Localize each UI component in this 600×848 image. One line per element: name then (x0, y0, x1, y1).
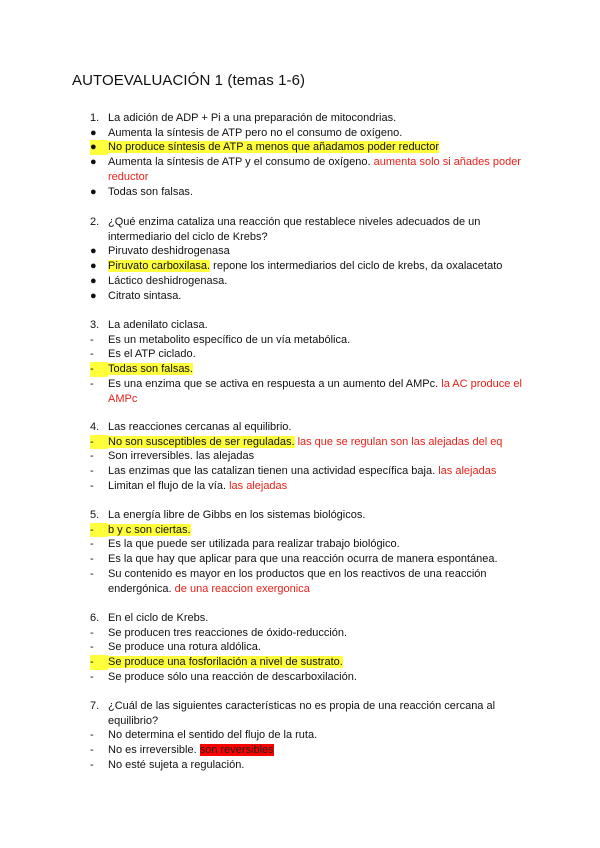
highlighted-answer: Todas son falsas. (108, 363, 193, 376)
question-text: ¿Cuál de las siguientes características no es propia de una reacción cercana al equilibrio? (108, 700, 496, 727)
list-item: - Limitan el flujo de la vía. las alejadas (90, 479, 288, 492)
question-7 (90, 699, 540, 773)
bullet-marker: ● (90, 289, 97, 302)
dash-marker: - (90, 465, 94, 478)
question-number: 1. (90, 112, 100, 124)
question-number: 3. (90, 319, 100, 331)
list-item (90, 655, 540, 670)
annotation-note: repone los intermediarios del ciclo de krebs, da oxalacetato (213, 260, 503, 273)
page-title: AUTOEVALUACIÓN 1 (temas 1-6) (72, 72, 306, 89)
question-2 (90, 215, 540, 303)
list-item (90, 435, 540, 450)
dash-marker: - (90, 435, 108, 450)
highlighted-answer: No son susceptibles de ser reguladas. (108, 435, 295, 448)
question-text: La adenilato ciclasa. (108, 319, 208, 331)
highlighted-answer: Se produce una fosforilación a nivel de sustrato. (108, 656, 343, 669)
list-item: - Es la que puede ser utilizada para realizar trabajo biológico. (90, 538, 400, 551)
list-item (90, 523, 540, 538)
dash-marker: - (90, 655, 108, 670)
list-item: - Es un metabolito específico de un vía metabólica. (90, 333, 351, 346)
question-3 (90, 318, 540, 406)
annotation-note: las que se regulan son las alejadas del eq (297, 435, 503, 448)
highlighted-answer: Piruvato carboxilasa. (108, 260, 211, 273)
list-item: - Es una enzima que se activa en respuesta a un aumento del AMPc. la AC produce el AMPc (90, 377, 522, 405)
dash-marker: - (90, 523, 108, 538)
question-6 (90, 611, 540, 685)
annotation-note: las alejadas (229, 479, 288, 492)
dash-marker: - (90, 377, 94, 390)
list-item: - Se produce una rotura aldólica. (90, 641, 261, 654)
question-number: 5. (90, 509, 100, 521)
annotation-note: de una reaccion exergonica (174, 582, 310, 595)
list-item: ● Aumenta la síntesis de ATP y el consumo de oxígeno. aumenta solo si añades poder reductor (90, 156, 521, 183)
dash-marker: - (90, 553, 94, 566)
list-item: ● Piruvato deshidrogenasa (90, 245, 230, 258)
bullet-marker: ● (90, 245, 97, 258)
dash-marker: - (90, 333, 94, 346)
question-5 (90, 508, 540, 596)
question-text: En el ciclo de Krebs. (108, 612, 209, 624)
question-4 (90, 420, 540, 494)
list-item: - Su contenido es mayor en los productos que en los reactivos de una reacción endergónica. de una reaccion exergonica (90, 567, 487, 595)
list-item (90, 259, 540, 274)
list-item: ● Todas son falsas. (90, 185, 193, 198)
annotation-note: aumenta solo si añades poder reductor (108, 156, 521, 183)
list-item: ● Láctico deshidrogenasa. (90, 274, 228, 287)
dash-marker: - (90, 538, 94, 551)
question-number: 4. (90, 421, 100, 433)
question-number: 6. (90, 612, 100, 624)
question-text: ¿Qué enzima cataliza una reacción que restablece niveles adecuados de un intermediario del ciclo de Krebs? (108, 216, 481, 243)
bullet-marker: ● (90, 126, 97, 139)
bullet-marker: ● (90, 156, 97, 169)
bullet-marker: ● (90, 185, 97, 198)
question-text: La energía libre de Gibbs en los sistemas biológicos. (108, 509, 366, 521)
dash-marker: - (90, 348, 94, 361)
list-item: ● Aumenta la síntesis de ATP pero no el consumo de oxígeno. (90, 126, 403, 139)
question-text: Las reacciones cercanas al equilibrio. (108, 421, 292, 433)
list-item: - Son irreversibles. las alejadas (90, 450, 255, 463)
dash-marker: - (90, 729, 94, 742)
list-item: - Es el ATP ciclado. (90, 348, 196, 361)
bullet-marker: ● (90, 140, 108, 155)
list-item: - Es la que hay que aplicar para que una reacción ocurra de manera espontánea. (90, 553, 498, 566)
dash-marker: - (90, 567, 94, 580)
highlighted-answer: No produce síntesis de ATP a menos que añadamos poder reductor (108, 141, 440, 154)
annotation-note: las alejadas (438, 465, 497, 478)
bullet-marker: ● (90, 274, 97, 287)
list-item (90, 362, 540, 377)
list-item: ● Citrato sintasa. (90, 289, 182, 302)
dash-marker: - (90, 641, 94, 654)
dash-marker: - (90, 744, 94, 757)
list-item: - No esté sujeta a regulación. (90, 758, 245, 771)
dash-marker: - (90, 479, 94, 492)
question-1 (90, 111, 540, 199)
dash-marker: - (90, 450, 94, 463)
list-item: - Las enzimas que las catalizan tienen una actividad específica baja. las alejadas (90, 465, 497, 478)
list-item: - No es irreversible. son reversibles (90, 744, 274, 757)
dash-marker: - (90, 626, 94, 639)
annotation-note: son reversibles (199, 744, 274, 757)
list-item: - No determina el sentido del flujo de la ruta. (90, 729, 318, 742)
question-number: 7. (90, 700, 100, 712)
highlighted-answer: b y c son ciertas. (108, 523, 191, 536)
bullet-marker: ● (90, 260, 97, 273)
question-text: La adición de ADP + Pi a una preparación de mitocondrias. (108, 112, 397, 124)
dash-marker: - (90, 670, 94, 683)
question-number: 2. (90, 216, 100, 228)
dash-marker: - (90, 362, 108, 377)
list-item: - Se produce sólo una reacción de descarboxilación. (90, 670, 357, 683)
list-item: - Se producen tres reacciones de óxido-reducción. (90, 626, 348, 639)
list-item (90, 140, 540, 155)
dash-marker: - (90, 758, 94, 771)
annotation-note: la AC produce el AMPc (108, 377, 522, 405)
